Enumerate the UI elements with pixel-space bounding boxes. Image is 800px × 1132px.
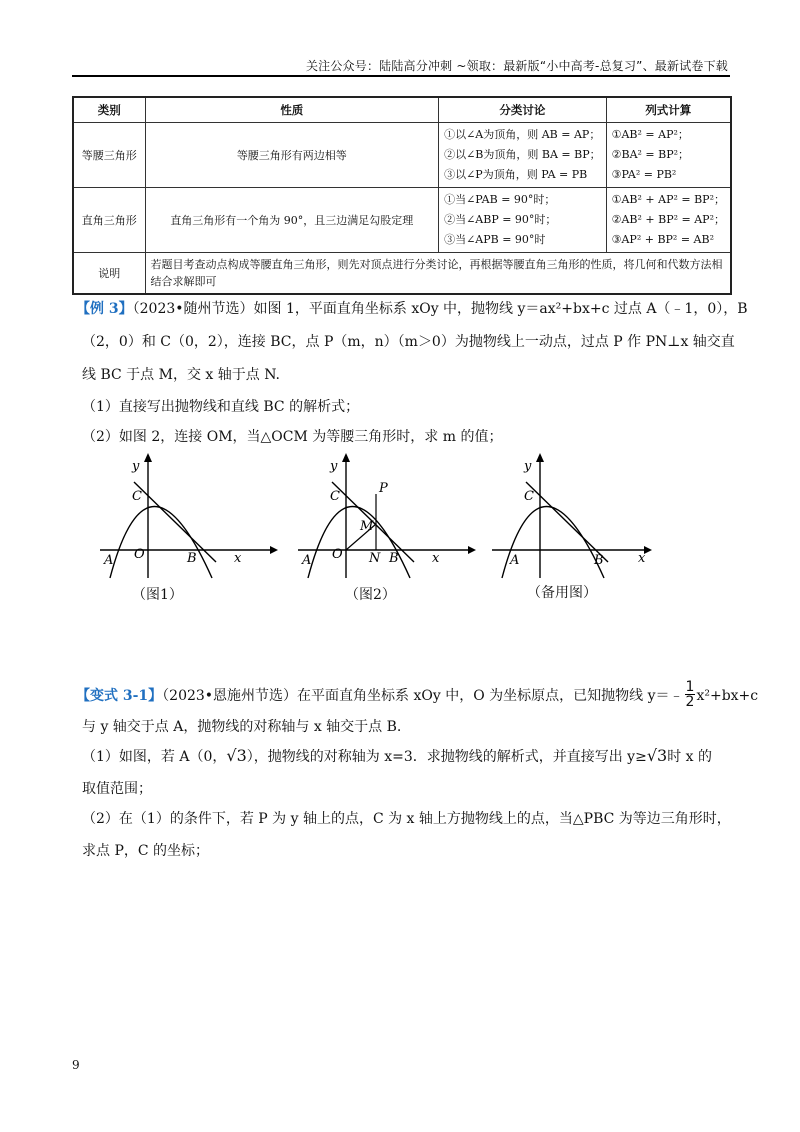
example3-line1 (76, 298, 748, 318)
case-text: ③当∠APB = 90°时 (444, 233, 546, 246)
table-row-note (73, 253, 731, 295)
label-y: y (330, 459, 338, 474)
x-axis-arrow-icon (468, 546, 476, 554)
header-rule (72, 75, 730, 77)
variant-text1-tail: x²+bx+c (696, 688, 759, 704)
example3-line3: 线 BC 于点 M，交 x 轴于点 N. (82, 367, 280, 383)
sqrt-three: √3 (646, 746, 668, 765)
case-text: ②以∠B为顶角，则 BA = BP； (444, 148, 601, 161)
variant-line1 (76, 680, 758, 709)
label-a: A (104, 553, 114, 568)
row1-formulas (606, 123, 731, 188)
y-axis-arrow-icon (342, 453, 350, 462)
variant-line2: 与 y 轴交于点 A，抛物线的对称轴与 x 轴交于点 B. (82, 719, 402, 735)
variant-q1-part-c: 时 x 的 (667, 749, 712, 765)
figure-2 (290, 450, 480, 580)
col-header-formulas: 列式计算 (606, 97, 731, 123)
label-a: A (302, 553, 312, 568)
label-a: A (510, 553, 520, 568)
formula-text: ②BA² = BP²； (611, 148, 690, 161)
variant-tag: 【变式 3-1】 (76, 688, 163, 704)
label-c: C (330, 489, 340, 504)
row1-category: 等腰三角形 (73, 123, 145, 188)
row1-cases (439, 123, 607, 188)
summary-table (72, 96, 732, 295)
label-c: C (132, 489, 142, 504)
label-y: y (524, 459, 532, 474)
label-b: B (594, 553, 604, 568)
fraction-one-half (685, 680, 696, 709)
caption-figure-1: （图1） (132, 587, 183, 603)
label-o: O (332, 547, 343, 562)
row2-cases (439, 188, 607, 253)
label-b: B (389, 551, 399, 566)
formula-text: ②AB² + BP² = AP²； (611, 213, 725, 226)
col-header-category: 类别 (73, 97, 145, 123)
caption-figure-2: （图2） (345, 587, 396, 603)
case-text: ②当∠ABP = 90°时； (444, 213, 557, 226)
formula-text: ③PA² = PB² (611, 168, 677, 181)
example3-line2: （2，0）和 C（0，2），连接 BC，点 P（m，n）（m＞0）为抛物线上一动点，过点 P 作 PN⊥x 轴交直 (82, 334, 735, 350)
note-label: 说明 (73, 253, 145, 295)
y-axis-arrow-icon (536, 453, 544, 462)
case-text: ①当∠PAB = 90°时； (444, 193, 556, 206)
label-o: O (134, 547, 145, 562)
page-header: 关注公众号：陆陆高分冲刺 ~领取：最新版“小中高考-总复习”、最新试卷下载 (305, 59, 728, 73)
label-x: x (234, 551, 242, 566)
case-text: ①以∠A为顶角，则 AB = AP； (444, 128, 601, 141)
row2-formulas (606, 188, 731, 253)
col-header-property: 性质 (145, 97, 439, 123)
caption-figure-backup: （备用图） (527, 585, 597, 601)
example3-question1: （1）直接写出抛物线和直线 BC 的解析式； (82, 399, 360, 415)
row2-property: 直角三角形有一个角为 90°，且三边满足勾股定理 (145, 188, 439, 253)
label-n: N (369, 551, 381, 566)
table-header-row (73, 97, 731, 123)
label-y: y (132, 459, 140, 474)
example3-tag: 【例 3】 (76, 301, 133, 317)
label-c: C (524, 489, 534, 504)
table-row-isosceles (73, 123, 731, 188)
x-axis-arrow-icon (270, 546, 278, 554)
variant-q1-part-a: （1）如图，若 A（0， (82, 749, 227, 765)
figure-backup (484, 450, 674, 580)
row1-property: 等腰三角形有两边相等 (145, 123, 439, 188)
figure-1 (92, 450, 282, 580)
label-x: x (432, 551, 440, 566)
formula-text: ①AB² + AP² = BP²； (611, 193, 725, 206)
note-text: 若题目考查动点构成等腰直角三角形，则先对顶点进行分类讨论，再根据等腰直角三角形的性质，将几何和代数方法相结合求解即可 (145, 253, 731, 295)
variant-text1: （2023•恩施州节选）在平面直角坐标系 xOy 中，O 为坐标原点，已知抛物线 y＝﹣ (162, 688, 684, 704)
variant-question1 (82, 746, 712, 766)
variant-question2-cont: 求点 P，C 的坐标； (82, 843, 210, 859)
col-header-cases: 分类讨论 (439, 97, 607, 123)
formula-text: ③AP² + BP² = AB² (611, 233, 714, 246)
y-axis-arrow-icon (144, 453, 152, 462)
label-b: B (187, 551, 197, 566)
example3-text1: （2023•随州节选）如图 1，平面直角坐标系 xOy 中，抛物线 y＝ax²+bx+c 过点 A（﹣1，0），B (132, 301, 748, 317)
variant-q1-part-b: ），抛物线的对称轴为 x=3．求抛物线的解析式，并直接写出 y≥ (246, 749, 647, 765)
fraction-numerator: 1 (685, 679, 695, 695)
case-text: ③以∠P为顶角，则 PA = PB (444, 168, 588, 181)
label-p: P (379, 481, 388, 496)
label-m: M (360, 519, 374, 534)
fraction-denominator: 2 (685, 694, 695, 710)
formula-text: ①AB² = AP²； (611, 128, 689, 141)
table-row-right (73, 188, 731, 253)
variant-question1-cont: 取值范围； (82, 781, 152, 797)
label-x: x (638, 551, 646, 566)
sqrt-three: √3 (226, 746, 247, 765)
page-number: 9 (72, 1058, 80, 1072)
example3-question2: （2）如图 2，连接 OM，当△OCM 为等腰三角形时，求 m 的值； (82, 429, 503, 445)
row2-category: 直角三角形 (73, 188, 145, 253)
variant-question2: （2）在（1）的条件下，若 P 为 y 轴上的点，C 为 x 轴上方抛物线上的点，当△PBC 为等边三角形时， (82, 811, 731, 827)
